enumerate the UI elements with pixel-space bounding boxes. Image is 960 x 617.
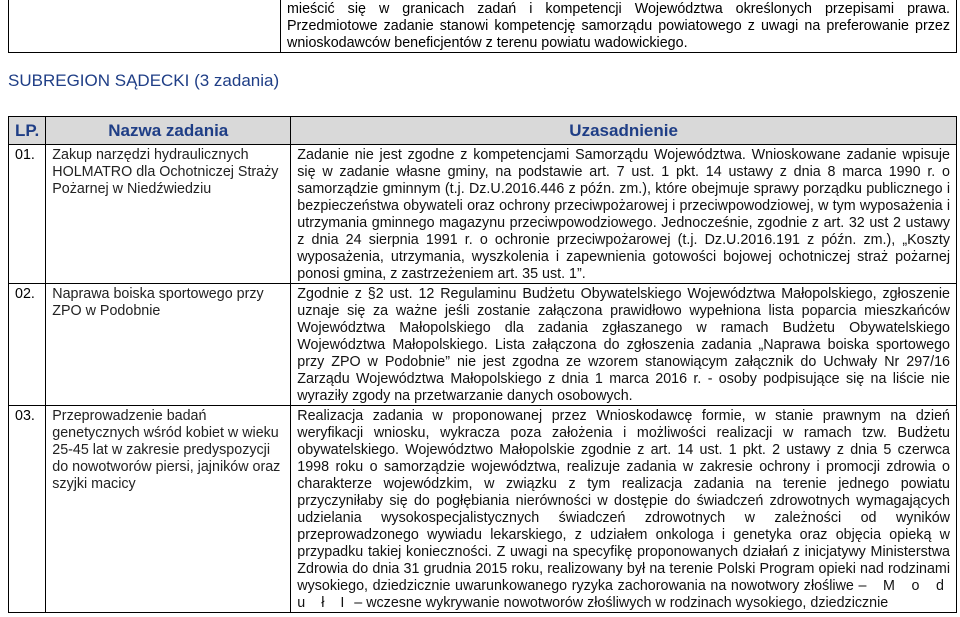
tasks-table — [8, 116, 957, 613]
task-name: Zakup narzędzi hydraulicznych HOLMATRO dla Ochotniczej Straży Pożarnej w Niedźwiedziu — [46, 145, 291, 284]
task-name: Przeprowadzenie badań genetycznych wśród kobiet w wieku 25-45 lat w zakresie predyspozycji do nowotworów piersi, jajników oraz szyjki macicy — [46, 406, 291, 613]
task-name: Naprawa boiska sportowego przy ZPO w Podobnie — [46, 284, 291, 406]
empty-name-cell — [9, 0, 281, 53]
region-title: SUBREGION SĄDECKI (3 zadania) — [8, 71, 280, 90]
row-number: 02. — [9, 284, 46, 406]
row-number: 03. — [9, 406, 46, 613]
previous-table-continuation — [8, 0, 957, 53]
table-row — [9, 145, 957, 284]
module-label: – M o d u ł I — [297, 578, 950, 611]
table-row — [9, 284, 957, 406]
justification-text: Zadanie nie jest zgodne z kompetencjami Samorządu Województwa. Wnioskowane zadanie wpisuje się w zadanie własne gminy, na podstawie art. 7 ust. 1 pkt. 14 ustawy z dnia 8 marca 1990 r. o samorządzie gminnym (t.j. Dz.U.2016.446 z późn. zm.), które obejmuje sprawy porządku publicznego i bezpieczeństwa obywateli oraz ochrony przeciwpożarowej i przeciwpowodziowej, w tym wyposażenia i utrzymania gminnego magazynu przeciwpowodziowego. Jednocześnie, zgodnie z art. 32 ust 2 ustawy z dnia 24 sierpnia 1991 r. o ochronie przeciwpożarowej (t.j. Dz.U.2016.191 z późn. zm.), „Koszty wyposażenia, utrzymania, wyszkolenia i zapewnienia gotowości bojowej ochotniczej straż pożarnej ponosi gmina, z zastrzeżeniem art. 35 ust. 1”. — [291, 145, 957, 284]
table-header-row — [9, 117, 957, 145]
justification-text: Realizacja zadania w proponowanej przez Wnioskodawcę formie, w stanie prawnym na dzień weryfikacji wniosku, wykracza poza założenia i możliwości realizacji w ramach tzw. Budżetu obywatelskiego. Województwo Małopolskie zgodnie z art. 14 ust. 1 pkt. 2 ustawy z dnia 5 czerwca 1998 roku o samorządzie województwa, realizuje zadania w zakresie ochrony i promocji zdrowia o charakterze wojewódzkim, w związku z tym realizacja zadania na terenie jednego powiatu przyczyniłaby się do pogłębiania nierówności w dostępie do świadczeń zdrowotnych wymagających udzielania wysokospecjalistycznych świadczeń zdrowotnych w zależności od wyników przeprowadzonego wywiadu lekarskiego, z udziałem onkologa i genetyka oraz objęcia opieką w przypadku takiej konieczności. Z uwagi na specyfikę proponowanych działań z inicjatywy Ministerstwa Zdrowia do dnia 31 grudnia 2015 roku, realizowany był na terenie Polski Program opieki nad rodzinami wysokiego, dziedzicznie uwarunkowanego ryzyka zachorowania na nowotwory złośliwe — [297, 408, 950, 594]
row-number: 01. — [9, 145, 46, 284]
header-lp: LP. — [9, 117, 46, 145]
justification-text: Zgodnie z §2 ust. 12 Regulaminu Budżetu Obywatelskiego Województwa Małopolskiego, zgłoszenie uznaje się za ważne jeśli zostanie załączona prawidłowo wypełniona lista poparcia mieszkańców Województwa Małopolskiego dla zadania zgłaszanego w ramach Budżetu Obywatelskiego Województwa Małopolskiego. Lista załączona do zgłoszenia zadania „Naprawa boiska sportowego przy ZPO w Podobnie” nie jest zgodna ze wzorem stanowiącym załącznik do Uchwały Nr 297/16 Zarządu Województwa Małopolskiego z dnia 1 marca 2016 r. - osoby podpisujące się na liście nie wyraziły zgody na przetwarzanie danych osobowych. — [291, 284, 957, 406]
header-justification: Uzasadnienie — [291, 117, 957, 145]
justification-text-tail: – wczesne wykrywanie nowotworów złośliwych w rodzinach wysokiego, dziedzicznie — [350, 595, 889, 611]
header-task-name: Nazwa zadania — [46, 117, 291, 145]
justification-cell — [291, 406, 957, 613]
justification-cell: mieścić się w granicach zadań i kompetencji Województwa określonych przepisami prawa. Przedmiotowe zadanie stanowi kompetencję samorządu powiatowego z uwagi na preferowanie przez wnioskodawców beneficjentów z terenu powiatu wadowickiego. — [281, 0, 957, 53]
table-row — [9, 406, 957, 613]
